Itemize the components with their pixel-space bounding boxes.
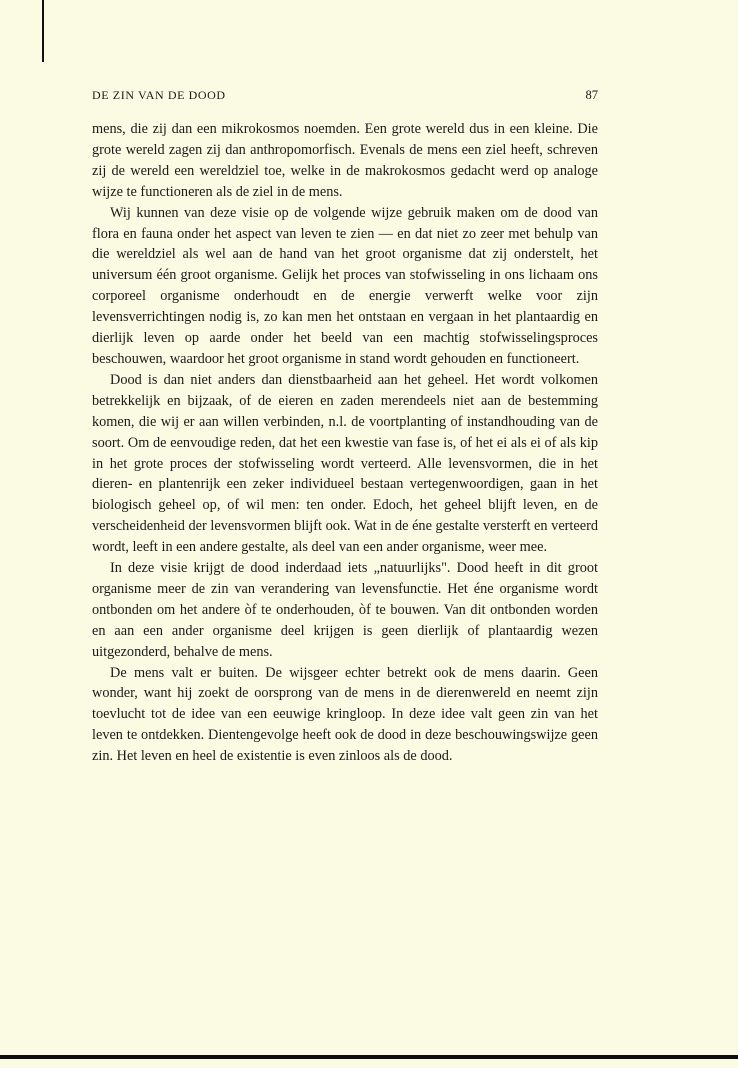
running-title: DE ZIN VAN DE DOOD — [92, 88, 226, 102]
book-page — [92, 88, 598, 767]
body-text — [92, 119, 598, 767]
paragraph: Dood is dan niet anders dan dienstbaarheid aan het geheel. Het wordt volkomen betrekkelijk en bijzaak, of de eieren en zaden merendeels niet aan de bestemming komen, die wij er aan willen verbinden, n.l. de voortplanting of instandhouding van de soort. Om de eenvoudige reden, dat het een kwestie van fase is, of het ei als ei of als kip in het grote proces der stofwisseling wordt verteerd. Alle levensvormen, die in het dieren- en plantenrijk een zeker individueel bestaan vertegenwoordigen, gaan in het biologisch geheel op, of wil men: ten onder. Edoch, het geheel blijft leven, en de verscheidenheid der levensvormen blijft ook. Wat in de éne gestalte versterft en verteerd wordt, leeft in een andere gestalte, als deel van een ander organisme, weer mee. — [92, 371, 598, 556]
running-head — [92, 88, 598, 103]
paragraph: In deze visie krijgt de dood inderdaad iets „natuurlijks". Dood heeft in dit groot organisme meer de zin van verandering van levensfunctie. Het éne organisme wordt ontbonden om het andere òf te onderhouden, òf te bouwen. Van dit ontbonden worden en aan een ander organisme deel krijgen is geen dierlijk of plantaardig wezen uitgezonderd, behalve de mens. — [92, 560, 598, 660]
paragraph: Wij kunnen van deze visie op de volgende wijze gebruik maken om de dood van flora en fauna onder het aspect van leven te zien — en dat niet zo zeer met behulp van die wereldziel als wel aan de hand van het groot organisme dat zij onderstelt, het universum één groot organisme. Gelijk het proces van stofwisseling in ons lichaam ons corporeel organisme onderhoudt en de energie verwerft welke voor zijn levensverrichtingen nodig is, zo kan men het ontstaan en vergaan in het plantaardig en dierlijk leven op aarde onder het beeld van een machtig stofwisselingsproces beschouwen, waardoor het groot organisme in stand wordt gehouden en functioneert. — [92, 204, 598, 367]
paragraph: De mens valt er buiten. De wijsgeer echter betrekt ook de mens daarin. Geen wonder, want hij zoekt de oorsprong van de mens in de dierenwereld en neemt zijn toevlucht tot de idee van een eeuwige kringloop. In deze idee valt geen zin van het leven te ontdekken. Dientengevolge heeft ook de dood in deze beschouwingswijze geen zin. Het leven en heel de existentie is even zinloos als de dood. — [92, 664, 598, 765]
page-number: 87 — [585, 88, 598, 102]
paragraph-continuation: mens, die zij dan een mikrokosmos noemden. Een grote wereld dus in een kleine. Die grote wereld zagen zij dan anthropomorfisch. Evenals de mens een ziel heeft, schreven zij de wereld een wereldziel toe, welke in de makrokosmos gedacht werd op analoge wijze te functioneren als de ziel in de mens. — [92, 121, 598, 200]
bottom-edge-rule — [0, 1055, 738, 1059]
binding-edge-rule — [42, 0, 44, 62]
